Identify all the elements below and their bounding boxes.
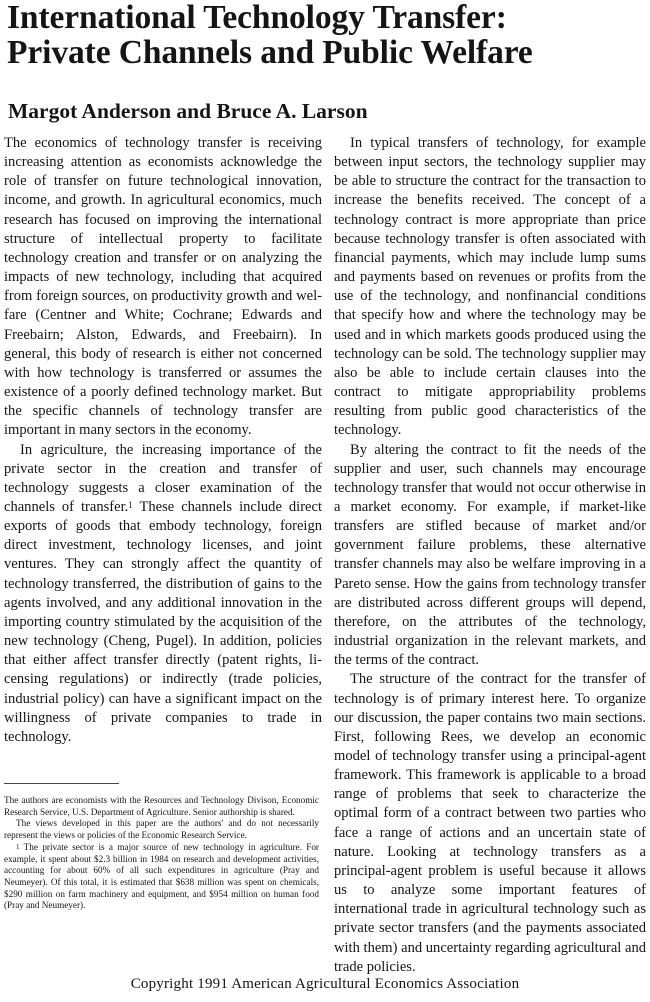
- left-paragraph-1: The economics of technology transfer is receiving increasing attention as economists acknowledge the role of transfer on future technological innovation, income, and growth. In agricultural economics, much research has focused on improving the international structure of intellectual property to facilitate technology creation and transfer or on analyzing the impacts of new technology, including that acquired from foreign sources, on productivity growth and welfare (Centner and White; Cochrane; Edwards and Freebairn; Alston, Edwards, and Freebairn). In general, this body of research is either not concerned with how technology is transferred or assumes the existence of a poorly defined technology market. But the specific channels of technology transfer are important in many sectors in the economy.: [4, 135, 322, 439]
- right-column: [334, 134, 646, 977]
- footnote-reference-1: 1: [128, 499, 133, 510]
- footnote-divider: [4, 783, 119, 784]
- right-paragraph-1: In typical transfers of technology, for example between input sectors, the technology supplier may be able to structure the contract for the transaction to increase the benefits received. The concept of a technology contract is more appropriate than price because technology transfer is often associated with financial payments, which may include lump sums and payments based on revenues or profits from the use of the technology, and nonfinancial conditions that specify how and where the technology may be used and in which markets goods produced using the technology can be sold. The technology supplier may also be able to include certain clauses into the contract to mitigate appropriability problems resulting from public good characteristics of the technology.: [334, 135, 646, 439]
- right-paragraph-2: By altering the contract to fit the needs of the supplier and user, such channels may encourage technology transfer that would not occur otherwise in a market economy. For example, if market-like transfers are stifled because of market and/or government failure problems, these alternative transfer channels may also be welfare improving in a Pareto sense. How the gains from technology transfer are distributed across different groups will depend, therefore, on the attributes of the technology, industrial organization in the relevant markets, and the terms of the contract.: [334, 441, 646, 669]
- footnote-author-affiliation: The authors are economists with the Resources and Technology Divison, Economic Research Service, U.S. Department of Agriculture. Senior authorship is shared.: [4, 795, 319, 817]
- title-line-2: Private Channels and Public Welfare: [7, 34, 533, 71]
- left-paragraph-2: [4, 441, 322, 748]
- left-column: [4, 134, 322, 747]
- right-paragraph-3: The structure of the contract for the transfer of technology is of primary interest here. To organize our discussion, the paper contains two main sections. First, following Rees, we develop an economic model of technology transfer using a principal-agent framework. This framework is applicable to a broad range of problems that seek to characterize the optimal form of a contract between two parties who face a range of actions and an uncertain state of nature. Looking at technology transfers as a principal-agent problem is useful because it allows us to analyze some important features of international trade in agricultural technology such as private sector transfers (and the payments associated with them) and uncertainty regarding agricultural and trade policies.: [334, 671, 646, 975]
- footnote-1: [4, 842, 319, 912]
- footnotes: [4, 795, 319, 912]
- footnote-1-marker: 1: [16, 842, 20, 851]
- title-line-1: International Technology Transfer:: [7, 0, 507, 36]
- left-paragraph-2-text-b: These channels include direct exports of goods that embody technology, foreign direct investment, technology licenses, and joint ventures. They can strongly affect the quantity of technology transferred, the distribution of gains to the agents involved, and any additional innovation in the importing country stimulated by the acquisition of the new technology (Cheng, Pugel). In addition, policies that either affect transfer directly (patent rights, licensing regulations) or indirectly (trade policies, industrial policy) can have a significant impact on the willingness of private companies to trade in technology.: [4, 498, 322, 745]
- article-title: [7, 0, 647, 70]
- copyright-notice: Copyright 1991 American Agricultural Economics Association: [130, 976, 520, 992]
- author-byline: Margot Anderson and Bruce A. Larson: [8, 99, 368, 123]
- left-paragraph-2-text-a: In agriculture, the increasing importance of the private sector in the creation and transfer of technology suggests a closer examination of the channels of transfer.: [4, 441, 322, 515]
- footnote-disclaimer: The views developed in this paper are the authors' and do not necessarily represent the views or policies of the Economic Research Service.: [4, 818, 319, 841]
- footnote-1-text: The private sector is a major source of new technology in agriculture. For example, it spent about $2.3 billion in 1984 on research and development activities, accounting for about 60% of all such expenditures in agriculture (Pray and Neumeyer). Of this total, it is estimated that $638 million was spent on chemicals, $290 million on farm machinery and equipment, and $954 million on human food (Pray and Neumeyer).: [4, 841, 319, 911]
